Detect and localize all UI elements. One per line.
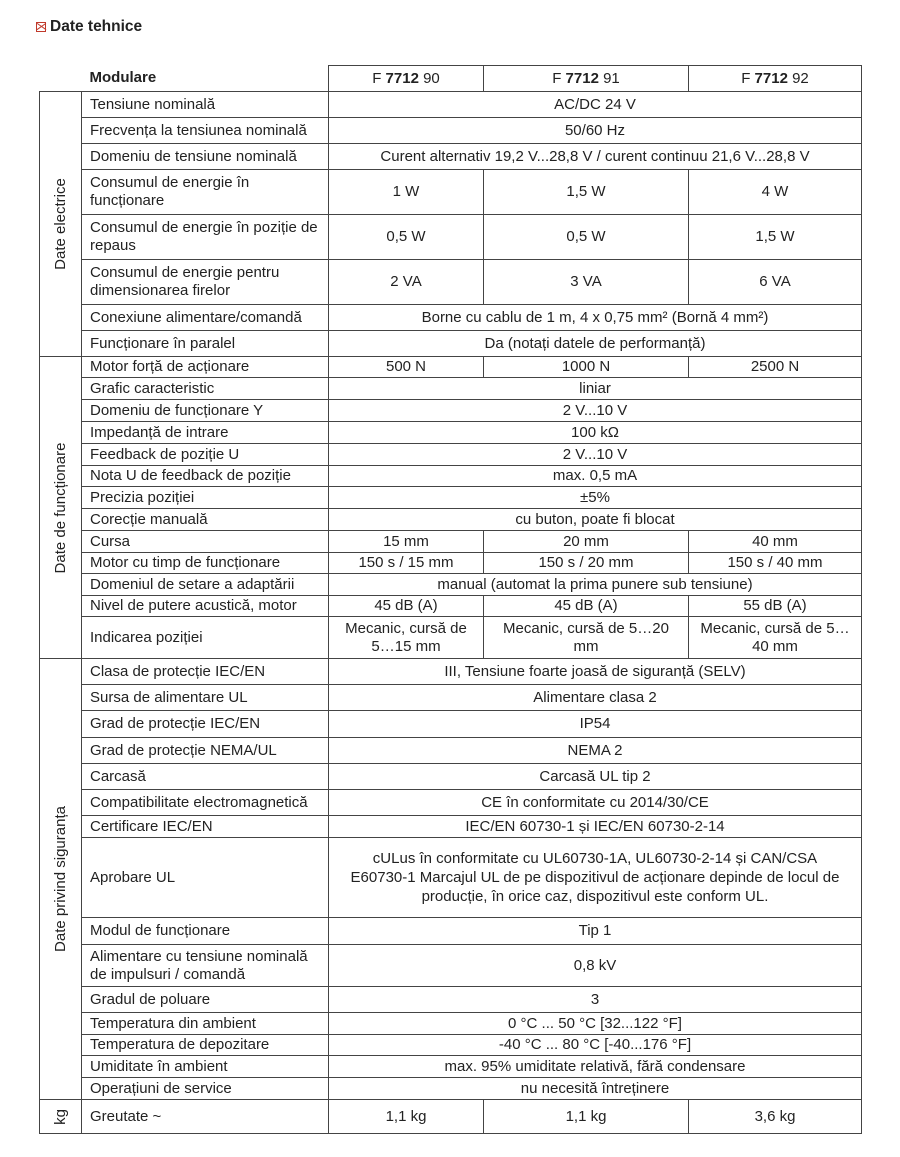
header-blank-cell [40, 66, 82, 92]
row-label: Umiditate în ambient [82, 1056, 329, 1078]
row-value-product-3: 6 VA [689, 260, 862, 305]
row-label: Modul de funcționare [82, 918, 329, 945]
row-value-product-3: 1,5 W [689, 215, 862, 260]
row-value: 0,8 kV [329, 945, 862, 987]
row-value-product-3: 2500 N [689, 357, 862, 378]
table-row [40, 987, 862, 1013]
technical-data-table [39, 65, 862, 1134]
table-row [40, 738, 862, 764]
row-value: Carcasă UL tip 2 [329, 764, 862, 790]
row-label: Funcționare în paralel [82, 331, 329, 357]
row-value-product-2: 0,5 W [484, 215, 689, 260]
row-value: -40 °C ... 80 °C [-40...176 °F] [329, 1035, 862, 1056]
row-label: Gradul de poluare [82, 987, 329, 1013]
table-row [40, 144, 862, 170]
row-value: Alimentare clasa 2 [329, 685, 862, 711]
row-label: Grafic caracteristic [82, 378, 329, 400]
row-value-product-3: 3,6 kg [689, 1100, 862, 1134]
column-header-product-2: F 7712 91 [484, 66, 689, 92]
row-value-product-1: 150 s / 15 mm [329, 553, 484, 574]
row-value-product-3: 4 W [689, 170, 862, 215]
table-row [40, 260, 862, 305]
row-value-product-2: 20 mm [484, 531, 689, 553]
row-label: Tensiune nominală [82, 92, 329, 118]
section-heading [36, 18, 142, 36]
row-value: III, Tensiune foarte joasă de siguranță (SELV) [329, 659, 862, 685]
row-value: 50/60 Hz [329, 118, 862, 144]
row-label: Carcasă [82, 764, 329, 790]
row-value-product-1: 2 VA [329, 260, 484, 305]
table-row [40, 215, 862, 260]
row-label: Operațiuni de service [82, 1078, 329, 1100]
table-row [40, 1078, 862, 1100]
row-label: Alimentare cu tensiune nominală de impulsuri / comandă [82, 945, 329, 987]
row-value: 0 °C ... 50 °C [32...122 °F] [329, 1013, 862, 1035]
table-row [40, 531, 862, 553]
column-header-label: Modulare [82, 66, 329, 92]
row-label: Nivel de putere acustică, motor [82, 596, 329, 617]
group-label-safety: Date privind siguranța [51, 806, 69, 952]
row-value-product-3: 55 dB (A) [689, 596, 862, 617]
group-function [40, 357, 82, 659]
table-header-row [40, 66, 862, 92]
row-label: Temperatura de depozitare [82, 1035, 329, 1056]
row-label: Consumul de energie în poziție de repaus [82, 215, 329, 260]
row-value: 100 kΩ [329, 422, 862, 444]
row-value: Tip 1 [329, 918, 862, 945]
row-label: Grad de protecție IEC/EN [82, 711, 329, 738]
row-label: Clasa de protecție IEC/EN [82, 659, 329, 685]
row-label: Sursa de alimentare UL [82, 685, 329, 711]
section-title: Date tehnice [50, 18, 143, 35]
table-row [40, 357, 862, 378]
row-value-product-1: 45 dB (A) [329, 596, 484, 617]
table-row [40, 400, 862, 422]
table-row [40, 918, 862, 945]
row-value-product-1: 500 N [329, 357, 484, 378]
row-label: Impedanță de intrare [82, 422, 329, 444]
table-row [40, 305, 862, 331]
row-label: Compatibilitate electromagnetică [82, 790, 329, 816]
row-value: NEMA 2 [329, 738, 862, 764]
table-row [40, 331, 862, 357]
row-value: Da (notați datele de performanță) [329, 331, 862, 357]
row-value-product-2: 1,1 kg [484, 1100, 689, 1134]
row-value: liniar [329, 378, 862, 400]
row-value-product-2: 1,5 W [484, 170, 689, 215]
table-row [40, 685, 862, 711]
table-row [40, 790, 862, 816]
table-row [40, 816, 862, 838]
column-header-product-1: F 7712 90 [329, 66, 484, 92]
row-value-product-2: 150 s / 20 mm [484, 553, 689, 574]
table-row [40, 764, 862, 790]
row-value-product-2: Mecanic, cursă de 5…20 mm [484, 617, 689, 659]
table-row [40, 553, 862, 574]
row-value-product-3: 40 mm [689, 531, 862, 553]
group-safety [40, 659, 82, 1100]
row-value-product-3: Mecanic, cursă de 5…40 mm [689, 617, 862, 659]
row-value-product-1: 1 W [329, 170, 484, 215]
row-label: Feedback de poziție U [82, 444, 329, 466]
table-row [40, 487, 862, 509]
row-value: max. 95% umiditate relativă, fără condensare [329, 1056, 862, 1078]
row-value: max. 0,5 mA [329, 466, 862, 487]
row-value: cULus în conformitate cu UL60730-1A, UL60730-2-14 și CAN/CSA E60730-1 Marcajul UL de pe dispozitivul de acționare depinde de locul de producție, în orice caz, dispozitivul este conform UL. [329, 838, 862, 918]
row-value-product-3: 150 s / 40 mm [689, 553, 862, 574]
row-label: Indicarea poziției [82, 617, 329, 659]
row-label: Domeniul de setare a adaptării [82, 574, 329, 596]
table-row [40, 574, 862, 596]
row-label: Aprobare UL [82, 838, 329, 918]
group-label-weight: kg [51, 1108, 69, 1125]
row-value-product-1: Mecanic, cursă de 5…15 mm [329, 617, 484, 659]
table-row [40, 422, 862, 444]
table-row [40, 945, 862, 987]
row-value: IP54 [329, 711, 862, 738]
row-value: CE în conformitate cu 2014/30/CE [329, 790, 862, 816]
row-label: Motor forță de acționare [82, 357, 329, 378]
row-label: Corecție manuală [82, 509, 329, 531]
row-value: ±5% [329, 487, 862, 509]
table-row [40, 838, 862, 918]
table-row [40, 466, 862, 487]
table-row [40, 118, 862, 144]
group-weight [40, 1100, 82, 1134]
row-value-product-2: 45 dB (A) [484, 596, 689, 617]
row-value-product-1: 0,5 W [329, 215, 484, 260]
row-label: Consumul de energie în funcționare [82, 170, 329, 215]
group-label-electric: Date electrice [51, 178, 69, 270]
group-label-function: Date de funcționare [51, 442, 69, 573]
row-label: Precizia poziției [82, 487, 329, 509]
row-value: 2 V...10 V [329, 444, 862, 466]
row-label: Cursa [82, 531, 329, 553]
table-row [40, 659, 862, 685]
row-value: 3 [329, 987, 862, 1013]
table-row [40, 711, 862, 738]
checkbox-marked-icon [36, 22, 46, 32]
row-value-product-2: 1000 N [484, 357, 689, 378]
table-row [40, 1100, 862, 1134]
row-label: Grad de protecție NEMA/UL [82, 738, 329, 764]
row-label: Frecvența la tensiunea nominală [82, 118, 329, 144]
table-row [40, 170, 862, 215]
row-value: AC/DC 24 V [329, 92, 862, 118]
table-row [40, 509, 862, 531]
table-row [40, 444, 862, 466]
table-row [40, 596, 862, 617]
row-value: Curent alternativ 19,2 V...28,8 V / curent continuu 21,6 V...28,8 V [329, 144, 862, 170]
row-label: Greutate ~ [82, 1100, 329, 1134]
row-label: Consumul de energie pentru dimensionarea firelor [82, 260, 329, 305]
row-label: Temperatura din ambient [82, 1013, 329, 1035]
row-value: 2 V...10 V [329, 400, 862, 422]
table-row [40, 378, 862, 400]
row-label: Nota U de feedback de poziție [82, 466, 329, 487]
row-value: Borne cu cablu de 1 m, 4 x 0,75 mm² (Bornă 4 mm²) [329, 305, 862, 331]
row-label: Domeniu de funcționare Y [82, 400, 329, 422]
row-value: IEC/EN 60730-1 și IEC/EN 60730-2-14 [329, 816, 862, 838]
row-label: Domeniu de tensiune nominală [82, 144, 329, 170]
row-value: cu buton, poate fi blocat [329, 509, 862, 531]
table-row [40, 1035, 862, 1056]
table-row [40, 92, 862, 118]
table-row [40, 617, 862, 659]
row-label: Conexiune alimentare/comandă [82, 305, 329, 331]
column-header-product-3: F 7712 92 [689, 66, 862, 92]
table-row [40, 1013, 862, 1035]
row-value-product-1: 15 mm [329, 531, 484, 553]
row-value-product-1: 1,1 kg [329, 1100, 484, 1134]
row-value: manual (automat la prima punere sub tensiune) [329, 574, 862, 596]
row-label: Motor cu timp de funcționare [82, 553, 329, 574]
row-value-product-2: 3 VA [484, 260, 689, 305]
row-label: Certificare IEC/EN [82, 816, 329, 838]
table-row [40, 1056, 862, 1078]
group-electric [40, 92, 82, 357]
row-value: nu necesită întreținere [329, 1078, 862, 1100]
